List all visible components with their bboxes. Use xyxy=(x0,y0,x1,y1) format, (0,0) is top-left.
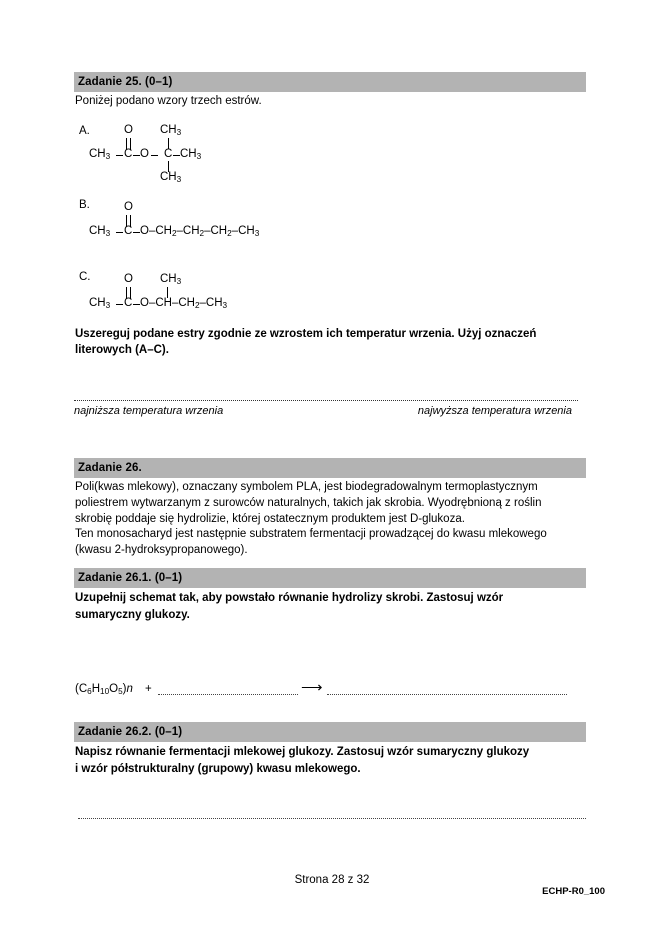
structure-c xyxy=(74,268,586,320)
task-25-header: Zadanie 25. (0–1) xyxy=(74,72,586,92)
task-25-instruction xyxy=(74,326,586,359)
structure-a-bond-1 xyxy=(116,155,123,156)
task-25-answer-area[interactable] xyxy=(74,400,586,417)
equation-product-blank[interactable] xyxy=(327,694,567,695)
task-26-2-instruction xyxy=(74,744,586,777)
structure-b-left-methyl: $CH_3$ xyxy=(89,224,111,238)
structure-a-bond-bottom xyxy=(168,161,169,172)
equation-arrow: ⟶ xyxy=(301,679,323,697)
structure-a-bond-3 xyxy=(151,155,158,156)
task-26-2-instruction-line-1: Napisz równanie fermentacji mlekowej glukozy. Zastosuj wzór sumaryczny glukozy xyxy=(75,746,530,759)
structure-b-carbonyl-oxygen: O xyxy=(124,200,133,213)
structure-a-carbonyl-carbon: C xyxy=(124,147,133,160)
task-26-1-instruction-line-1: Uzupełnij schemat tak, aby powstało równanie hydrolizy skrobi. Zastosuj wzór xyxy=(75,592,504,605)
structure-b xyxy=(74,196,586,246)
structure-c-bond-top xyxy=(167,287,168,298)
equation-plus-sign: + xyxy=(145,683,152,696)
structure-b-bond-1 xyxy=(116,232,123,233)
structure-c-carbonyl-oxygen: O xyxy=(124,272,133,285)
structure-a-center-carbon: C xyxy=(164,147,173,160)
task-25-instruction-line-2: literowych (A–C). xyxy=(75,344,169,356)
page-content xyxy=(74,72,586,777)
task-25-answer-dotted-line[interactable] xyxy=(74,400,578,401)
task-26-1-instruction xyxy=(74,590,586,623)
task-25-answer-labels xyxy=(74,405,586,417)
structure-a xyxy=(74,122,586,194)
structure-a-bond-4 xyxy=(173,155,180,156)
structure-c-top-methyl: $CH_3$ xyxy=(160,272,182,286)
task-26-body-line-1: Poli(kwas mlekowy), oznaczany symbolem PLA, jest biodegradowalnym termoplastycznym xyxy=(75,481,538,494)
page-number: Strona 28 z 32 xyxy=(294,874,370,886)
structure-c-left-methyl: $CH_3$ xyxy=(89,296,111,310)
task-26-2-answer-dotted-line[interactable] xyxy=(78,818,586,819)
task-26-body-line-4: Ten monosacharyd jest następnie substratem fermentacji prowadzącej do kwasu mlekowego xyxy=(75,528,547,541)
task-26-body-line-2: poliestrem wytwarzanym z surowców naturalnych, takich jak skrobia. Wyodrębnioną z roślin xyxy=(75,497,542,509)
task-25-instruction-line-1: Uszereguj podane estry zgodnie ze wzrostem ich temperatur wrzenia. Użyj oznaczeń xyxy=(75,327,537,340)
structure-a-ester-oxygen: O xyxy=(140,147,149,160)
task-26-header: Zadanie 26. xyxy=(74,458,586,478)
structure-a-bond-2 xyxy=(133,155,140,156)
task-26-2-header: Zadanie 26.2. (0–1) xyxy=(74,722,586,742)
structure-a-top-methyl: $CH_3$ xyxy=(160,123,182,137)
structure-a-label: A. xyxy=(79,124,90,137)
structure-c-chain: $O-CH-CH_2-CH_3$ xyxy=(140,296,228,310)
structure-a-carbonyl-oxygen: O xyxy=(124,123,133,136)
task-26-2-instruction-line-2: i wzór półstrukturalny (grupowy) kwasu mlekowego. xyxy=(75,762,361,775)
structure-c-bond-1 xyxy=(116,304,123,305)
structure-c-carbonyl-carbon: C xyxy=(124,296,133,309)
task-26-body-line-3: skrobię poddaje się hydrolizie, której ostatecznym produktem jest D-glukoza. xyxy=(75,512,465,525)
task-26-body xyxy=(74,480,586,558)
answer-label-highest-bp: najwyższa temperatura wrzenia xyxy=(417,405,572,418)
structure-b-carbonyl-carbon: C xyxy=(124,224,133,237)
task-25-intro: Poniżej podano wzory trzech estrów. xyxy=(75,95,262,107)
structure-a-left-methyl: $CH_3$ xyxy=(89,147,111,161)
task-26-1-header: Zadanie 26.1. (0–1) xyxy=(74,568,586,588)
document-code: ECHP-R0_100 xyxy=(542,886,605,897)
answer-label-lowest-bp: najniższa temperatura wrzenia xyxy=(74,405,224,418)
equation-reactant-formula: $(C_6H_{10}O_5)n$ xyxy=(75,683,133,696)
structure-a-bond-top xyxy=(168,138,169,149)
task-26-body-line-5: (kwasu 2-hydroksypropanowego). xyxy=(75,543,248,556)
structure-b-label: B. xyxy=(79,198,90,211)
task-26-1-instruction-line-2: sumaryczny glukozy. xyxy=(75,608,190,621)
task-26-1-equation[interactable] xyxy=(74,680,586,702)
structure-c-bond-2 xyxy=(133,304,140,305)
structure-a-bottom-methyl: $CH_3$ xyxy=(160,170,182,184)
structure-b-chain: $O-CH_2-CH_2-CH_2-CH_3$ xyxy=(140,224,260,238)
structure-b-bond-2 xyxy=(133,232,140,233)
structure-c-label: C. xyxy=(79,270,91,283)
structure-a-right-methyl: $CH_3$ xyxy=(180,147,202,161)
equation-reactant-blank[interactable] xyxy=(158,694,298,695)
